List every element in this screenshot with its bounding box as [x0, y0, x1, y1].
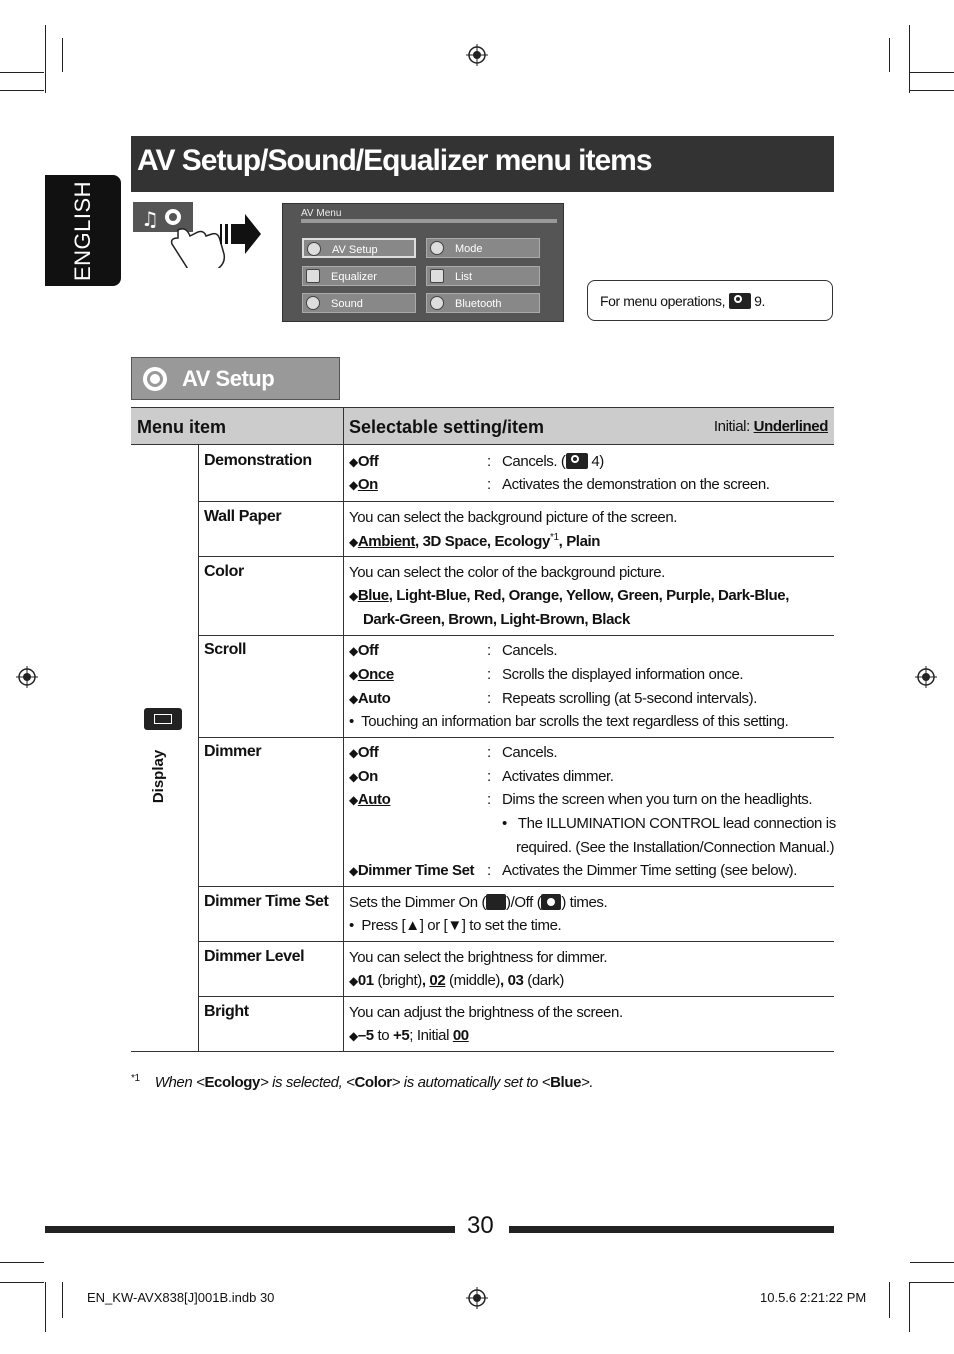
- page-title-bar: [131, 136, 834, 192]
- moon-icon: [486, 894, 506, 910]
- crop-mark: [0, 1262, 44, 1263]
- gear-icon: [307, 242, 321, 256]
- option-text: On: [357, 768, 378, 785]
- display-group-label: Display: [150, 749, 168, 804]
- crop-mark: [889, 38, 890, 72]
- initial-legend-value: Underlined: [753, 418, 828, 435]
- divider: [131, 1051, 834, 1052]
- footer-rule: [509, 1226, 834, 1233]
- sun-icon: [541, 894, 561, 910]
- list-icon: [430, 269, 444, 283]
- page-title: AV Setup/Sound/Equalizer menu items: [137, 144, 652, 177]
- option-text: , 3D Space, Ecology: [415, 533, 550, 550]
- option-on: ◆On: [349, 476, 378, 493]
- option-description: Dims the screen when you turn on the headlights.: [502, 791, 813, 808]
- menu-button-list[interactable]: [426, 266, 540, 286]
- column-header-setting: Selectable setting/item: [349, 417, 545, 437]
- desc-text: 4): [591, 453, 604, 470]
- option-text: Blue: [357, 587, 389, 604]
- footnote: [131, 1073, 593, 1091]
- divider: [198, 737, 834, 738]
- speaker-icon: [306, 296, 320, 310]
- page-number: 30: [467, 1212, 494, 1239]
- row-description: [349, 894, 607, 911]
- registration-mark-icon: [466, 44, 488, 66]
- row-label-color: Color: [204, 563, 244, 580]
- menu-button-label: Bluetooth: [455, 298, 502, 310]
- row-note: • Touching an information bar scrolls the text regardless of this setting.: [349, 713, 789, 730]
- reference-magnifier-icon: [566, 453, 588, 469]
- option-text: to: [373, 1027, 393, 1044]
- option-text: (bright): [373, 972, 422, 989]
- crop-mark: [0, 72, 44, 73]
- bluetooth-icon: [430, 296, 444, 310]
- option-text: Off: [357, 453, 379, 470]
- option-list: ◆–5 to +5; Initial 00: [349, 1027, 469, 1044]
- option-description: Cancels.: [502, 744, 558, 761]
- divider: [198, 445, 199, 1052]
- option-text: Ambient: [357, 533, 416, 550]
- row-note: • The ILLUMINATION CONTROL lead connection is: [502, 815, 836, 832]
- row-description: You can select the background picture of the screen.: [349, 509, 678, 526]
- option-text: 02: [429, 972, 446, 989]
- row-label-dimmer: Dimmer: [204, 743, 262, 760]
- language-tab-label: ENGLISH: [70, 180, 95, 281]
- colon: :: [487, 791, 492, 808]
- row-label-dimmer-time-set: Dimmer Time Set: [204, 893, 329, 910]
- option-off: ◆Off: [349, 642, 379, 659]
- crop-mark: [62, 38, 63, 72]
- slug-date: 10.5.6 2:21:22 PM: [760, 1290, 867, 1305]
- option-once: ◆Once: [349, 666, 394, 683]
- menu-button-av-setup[interactable]: [302, 238, 416, 258]
- crop-mark: [0, 90, 44, 91]
- option-text: Off: [357, 744, 379, 761]
- desc-text: )/Off (: [506, 894, 542, 911]
- menu-operations-note: [587, 280, 833, 321]
- footnote-mark: *1: [550, 532, 559, 543]
- option-text: 00: [452, 1027, 469, 1044]
- menu-button-label: Equalizer: [331, 271, 377, 283]
- row-note: • Press [▲] or [▼] to set the time.: [349, 917, 562, 934]
- section-header-av-setup: [131, 357, 340, 400]
- option-list: ◆Ambient, 3D Space, Ecology$^{*1}$, Plain: [349, 532, 601, 550]
- divider: [198, 941, 834, 942]
- display-icon: [144, 708, 182, 730]
- crop-mark: [910, 72, 954, 73]
- divider: [301, 219, 557, 223]
- option-text: 01: [357, 972, 374, 989]
- initial-legend-prefix: Initial:: [713, 418, 750, 435]
- option-text: Auto: [357, 690, 391, 707]
- note-text: Press [▲] or [▼] to set the time.: [361, 917, 562, 934]
- footnote-text: > is automatically set to <: [391, 1074, 551, 1091]
- option-auto: ◆Auto: [349, 791, 391, 808]
- column-header-menu-item: Menu item: [137, 417, 227, 437]
- option-text: 03: [507, 972, 524, 989]
- table-header: [131, 407, 834, 445]
- colon: :: [487, 642, 492, 659]
- crop-mark: [0, 1282, 44, 1283]
- gear-icon: [140, 364, 170, 394]
- colon: :: [487, 666, 492, 683]
- mode-icon: [430, 241, 444, 255]
- crop-mark: [909, 1282, 910, 1332]
- colon: :: [487, 690, 492, 707]
- registration-mark-icon: [915, 666, 937, 688]
- row-description: You can select the brightness for dimmer.: [349, 949, 608, 966]
- row-label-bright: Bright: [204, 1003, 249, 1020]
- crop-mark: [889, 1282, 890, 1318]
- option-text: ; Initial: [409, 1027, 453, 1044]
- equalizer-icon: [306, 269, 320, 283]
- colon: :: [487, 476, 492, 493]
- option-text: On: [357, 476, 378, 493]
- footnote-keyword: Ecology: [204, 1074, 260, 1091]
- crop-mark: [910, 1282, 954, 1283]
- option-list: ◆Blue, Light-Blue, Red, Orange, Yellow, Green, Purple, Dark-Blue,: [349, 587, 790, 604]
- option-dimmer-time-set: ◆Dimmer Time Set: [349, 862, 475, 879]
- option-description: Cancels.: [502, 642, 558, 659]
- menu-button-equalizer[interactable]: [302, 266, 416, 286]
- option-description: Activates the demonstration on the screen.: [502, 476, 770, 493]
- colon: :: [487, 453, 492, 470]
- crop-mark: [62, 1282, 63, 1318]
- footnote-text: >.: [581, 1074, 594, 1091]
- divider: [343, 445, 344, 1052]
- slug-file: EN_KW-AVX838[J]001B.indb 30: [87, 1290, 275, 1305]
- crop-mark: [910, 1262, 954, 1263]
- registration-mark-icon: [16, 666, 38, 688]
- menu-button-label: List: [455, 271, 473, 283]
- desc-text: Sets the Dimmer On (: [349, 894, 487, 911]
- display-group: [144, 708, 184, 804]
- footnote-text: When <: [154, 1074, 205, 1091]
- option-auto: ◆Auto: [349, 690, 391, 707]
- colon: :: [487, 862, 492, 879]
- registration-mark-icon: [466, 1287, 488, 1309]
- footnote-keyword: Color: [354, 1074, 392, 1091]
- ops-note-prefix: For menu operations,: [600, 293, 726, 309]
- svg-text:♫: ♫: [141, 207, 159, 231]
- menu-button-mode[interactable]: [426, 238, 540, 258]
- crop-mark: [45, 1282, 46, 1332]
- option-text: (dark): [523, 972, 564, 989]
- divider: [198, 635, 834, 636]
- option-text: Off: [357, 642, 379, 659]
- crop-mark: [910, 90, 954, 91]
- menu-button-label: AV Setup: [332, 244, 378, 256]
- row-description: You can adjust the brightness of the screen.: [349, 1004, 623, 1021]
- option-text: –5: [357, 1027, 374, 1044]
- option-description: Scrolls the displayed information once.: [502, 666, 744, 683]
- colon: :: [487, 744, 492, 761]
- note-text: Touching an information bar scrolls the text regardless of this setting.: [361, 713, 789, 730]
- colon: :: [487, 768, 492, 785]
- language-tab: [45, 175, 121, 286]
- row-label-wall-paper: Wall Paper: [204, 508, 282, 525]
- option-description: Activates dimmer.: [502, 768, 614, 785]
- av-menu-screen: [282, 203, 564, 322]
- divider: [198, 556, 834, 557]
- desc-text: Cancels. (: [502, 453, 566, 470]
- note-text: The ILLUMINATION CONTROL lead connection is: [517, 815, 836, 832]
- menu-button-sound[interactable]: [302, 293, 416, 313]
- option-on: ◆On: [349, 768, 378, 785]
- option-text: Once: [357, 666, 394, 683]
- menu-button-bluetooth[interactable]: [426, 293, 540, 313]
- option-text: +5: [392, 1027, 410, 1044]
- footnote-mark: *1: [131, 1073, 140, 1084]
- option-description: Repeats scrolling (at 5-second intervals).: [502, 690, 757, 707]
- option-description: [502, 453, 604, 470]
- row-description: You can select the color of the background picture.: [349, 564, 665, 581]
- reference-magnifier-icon: [729, 293, 751, 309]
- row-note: required. (See the Installation/Connection Manual.): [516, 839, 835, 856]
- section-title: AV Setup: [182, 366, 275, 391]
- divider: [198, 996, 834, 997]
- av-menu-header: AV Menu: [301, 208, 342, 219]
- av-menu-button-icon: [133, 202, 263, 268]
- option-text: Auto: [357, 791, 391, 808]
- initial-legend: [714, 418, 828, 435]
- option-description: Activates the Dimmer Time setting (see below).: [502, 862, 798, 879]
- crop-mark: [45, 25, 46, 93]
- option-text: , Plain: [558, 533, 601, 550]
- option-list: Dark-Green, Brown, Light-Brown, Black: [363, 611, 630, 628]
- option-off: ◆Off: [349, 744, 379, 761]
- divider: [343, 408, 344, 444]
- row-label-dimmer-level: Dimmer Level: [204, 948, 305, 965]
- option-text: (middle): [445, 972, 501, 989]
- option-text: , Light-Blue, Red, Orange, Yellow, Green, Purple, Dark-Blue,: [388, 587, 790, 604]
- crop-mark: [909, 25, 910, 93]
- option-list: ◆01 (bright), 02 (middle), 03 (dark): [349, 972, 564, 989]
- divider: [198, 501, 834, 502]
- menu-button-label: Mode: [455, 243, 483, 255]
- footnote-text: > is selected, <: [260, 1074, 355, 1091]
- menu-button-label: Sound: [331, 298, 363, 310]
- option-text: Dimmer Time Set: [357, 862, 475, 879]
- ops-note-suffix: 9.: [754, 293, 765, 309]
- footnote-keyword: Blue: [550, 1074, 582, 1091]
- row-label-demonstration: Demonstration: [204, 452, 312, 469]
- divider: [198, 886, 834, 887]
- row-label-scroll: Scroll: [204, 641, 247, 658]
- footer-rule: [45, 1226, 455, 1233]
- option-off: ◆Off: [349, 453, 379, 470]
- desc-text: ) times.: [561, 894, 608, 911]
